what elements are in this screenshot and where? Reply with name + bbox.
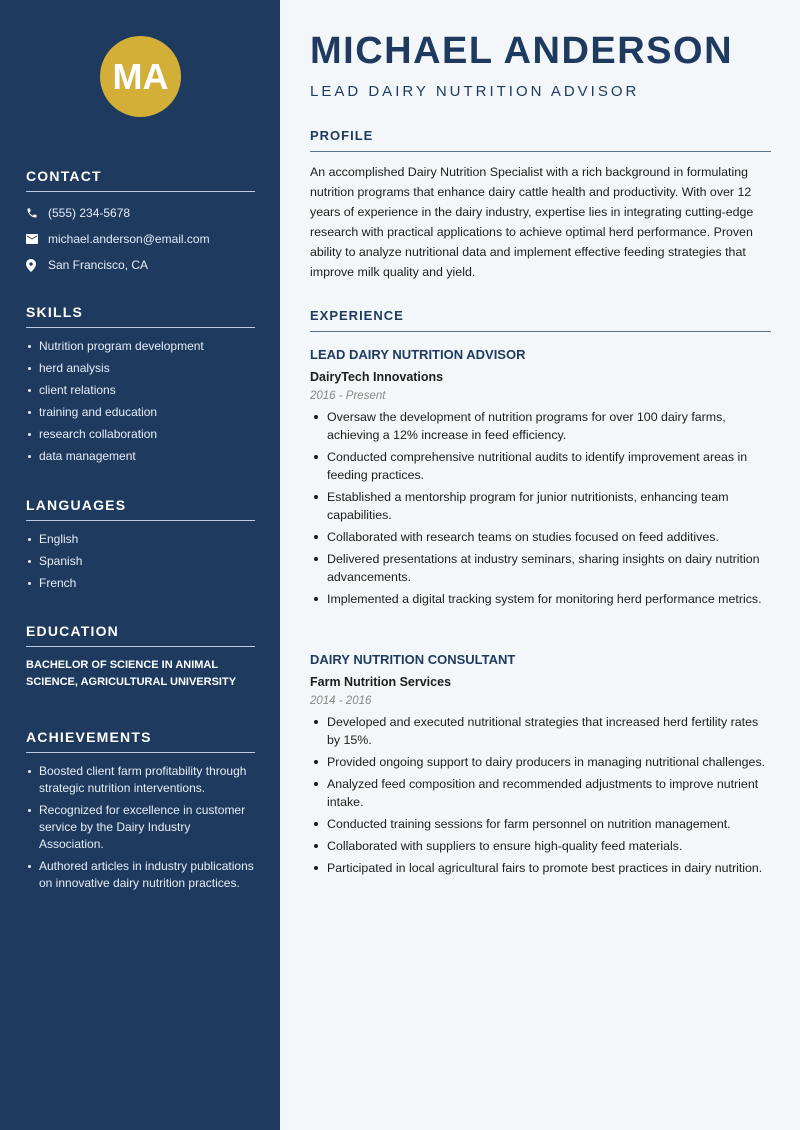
skill-item: research collaboration <box>26 426 255 443</box>
avatar <box>100 36 181 117</box>
skills-heading: SKILLS <box>26 304 255 328</box>
job-bullet: Implemented a digital tracking system for monitoring herd performance metrics. <box>310 590 771 608</box>
location-text: San Francisco, CA <box>48 258 149 272</box>
job-bullet: Provided ongoing support to dairy producers in managing nutritional challenges. <box>310 753 771 771</box>
contact-phone[interactable] <box>26 200 255 226</box>
skill-item: client relations <box>26 382 255 399</box>
education-degree: BACHELOR OF SCIENCE IN ANIMAL SCIENCE, AGRICULTURAL UNIVERSITY <box>26 659 237 688</box>
email-icon <box>26 234 48 244</box>
language-item: English <box>26 531 255 548</box>
job-bullet: Collaborated with suppliers to ensure high-quality feed materials. <box>310 837 771 855</box>
job-bullet: Participated in local agricultural fairs to promote best practices in dairy nutrition. <box>310 859 771 877</box>
contact-section <box>26 168 255 278</box>
job-entry <box>310 347 771 612</box>
skill-item: training and education <box>26 404 255 421</box>
language-item: French <box>26 575 255 592</box>
contact-email[interactable] <box>26 226 255 252</box>
skills-section <box>26 304 255 470</box>
job-company: DairyTech Innovations <box>310 370 444 384</box>
education-heading: EDUCATION <box>26 623 255 647</box>
job-bullet: Analyzed feed composition and recommended adjustments to improve nutrient intake. <box>310 775 771 811</box>
achievements-list <box>26 763 255 892</box>
job-bullet: Established a mentorship program for junior nutritionists, enhancing team capabilities. <box>310 488 771 524</box>
job-dates: 2014 - 2016 <box>310 695 372 707</box>
location-pin-icon <box>26 259 48 272</box>
job-bullet: Developed and executed nutritional strategies that increased herd fertility rates by 15%. <box>310 713 771 749</box>
skill-item: Nutrition program development <box>26 338 255 355</box>
languages-list <box>26 531 255 592</box>
skills-list <box>26 338 255 465</box>
job-bullet: Oversaw the development of nutrition programs for over 100 dairy farms, achieving a 12% increase in feed efficiency. <box>310 408 771 444</box>
experience-section <box>310 308 771 332</box>
sidebar <box>0 0 280 1130</box>
candidate-title: LEAD DAIRY NUTRITION ADVISOR <box>310 83 640 100</box>
job-bullet: Delivered presentations at industry seminars, sharing insights on dairy nutrition advancements. <box>310 550 771 586</box>
job-entry <box>310 652 771 881</box>
profile-heading: PROFILE <box>310 128 771 152</box>
candidate-name: MICHAEL ANDERSON <box>310 30 734 72</box>
skill-item: herd analysis <box>26 360 255 377</box>
job-bullets <box>310 408 771 608</box>
languages-section <box>26 497 255 597</box>
job-dates: 2016 - Present <box>310 390 386 402</box>
languages-heading: LANGUAGES <box>26 497 255 521</box>
achievements-section <box>26 729 255 897</box>
email-text: michael.anderson@email.com <box>48 232 210 246</box>
job-bullet: Collaborated with research teams on studies focused on feed additives. <box>310 528 771 546</box>
language-item: Spanish <box>26 553 255 570</box>
job-bullet: Conducted comprehensive nutritional audits to identify improvement areas in feeding practices. <box>310 448 771 484</box>
job-bullet: Conducted training sessions for farm personnel on nutrition management. <box>310 815 771 833</box>
achievement-item: Boosted client farm profitability through strategic nutrition interventions. <box>26 763 255 797</box>
phone-icon <box>26 207 48 219</box>
achievement-item: Recognized for excellence in customer service by the Dairy Industry Association. <box>26 802 255 853</box>
contact-location <box>26 252 255 278</box>
profile-text: An accomplished Dairy Nutrition Specialist with a rich background in formulating nutrition programs that enhance dairy cattle health and productivity. With over 12 years of experience in the dairy industry, expertise lies in integrating cutting-edge research with practical applications to achieve optimal herd performance. Proven ability to analyze nutritional data and implement effective feeding strategies that improve milk quality and yield. <box>310 165 754 279</box>
skill-item: data management <box>26 448 255 465</box>
experience-heading: EXPERIENCE <box>310 308 771 332</box>
contact-heading: CONTACT <box>26 168 255 192</box>
job-title: DAIRY NUTRITION CONSULTANT <box>310 652 516 667</box>
achievement-item: Authored articles in industry publications on innovative dairy nutrition practices. <box>26 858 255 892</box>
profile-section <box>310 128 771 282</box>
job-company: Farm Nutrition Services <box>310 675 452 689</box>
phone-text: (555) 234-5678 <box>48 206 131 220</box>
education-section <box>26 623 255 691</box>
job-title: LEAD DAIRY NUTRITION ADVISOR <box>310 347 526 362</box>
job-bullets <box>310 713 771 877</box>
achievements-heading: ACHIEVEMENTS <box>26 729 255 753</box>
avatar-initials: MA <box>112 55 169 97</box>
